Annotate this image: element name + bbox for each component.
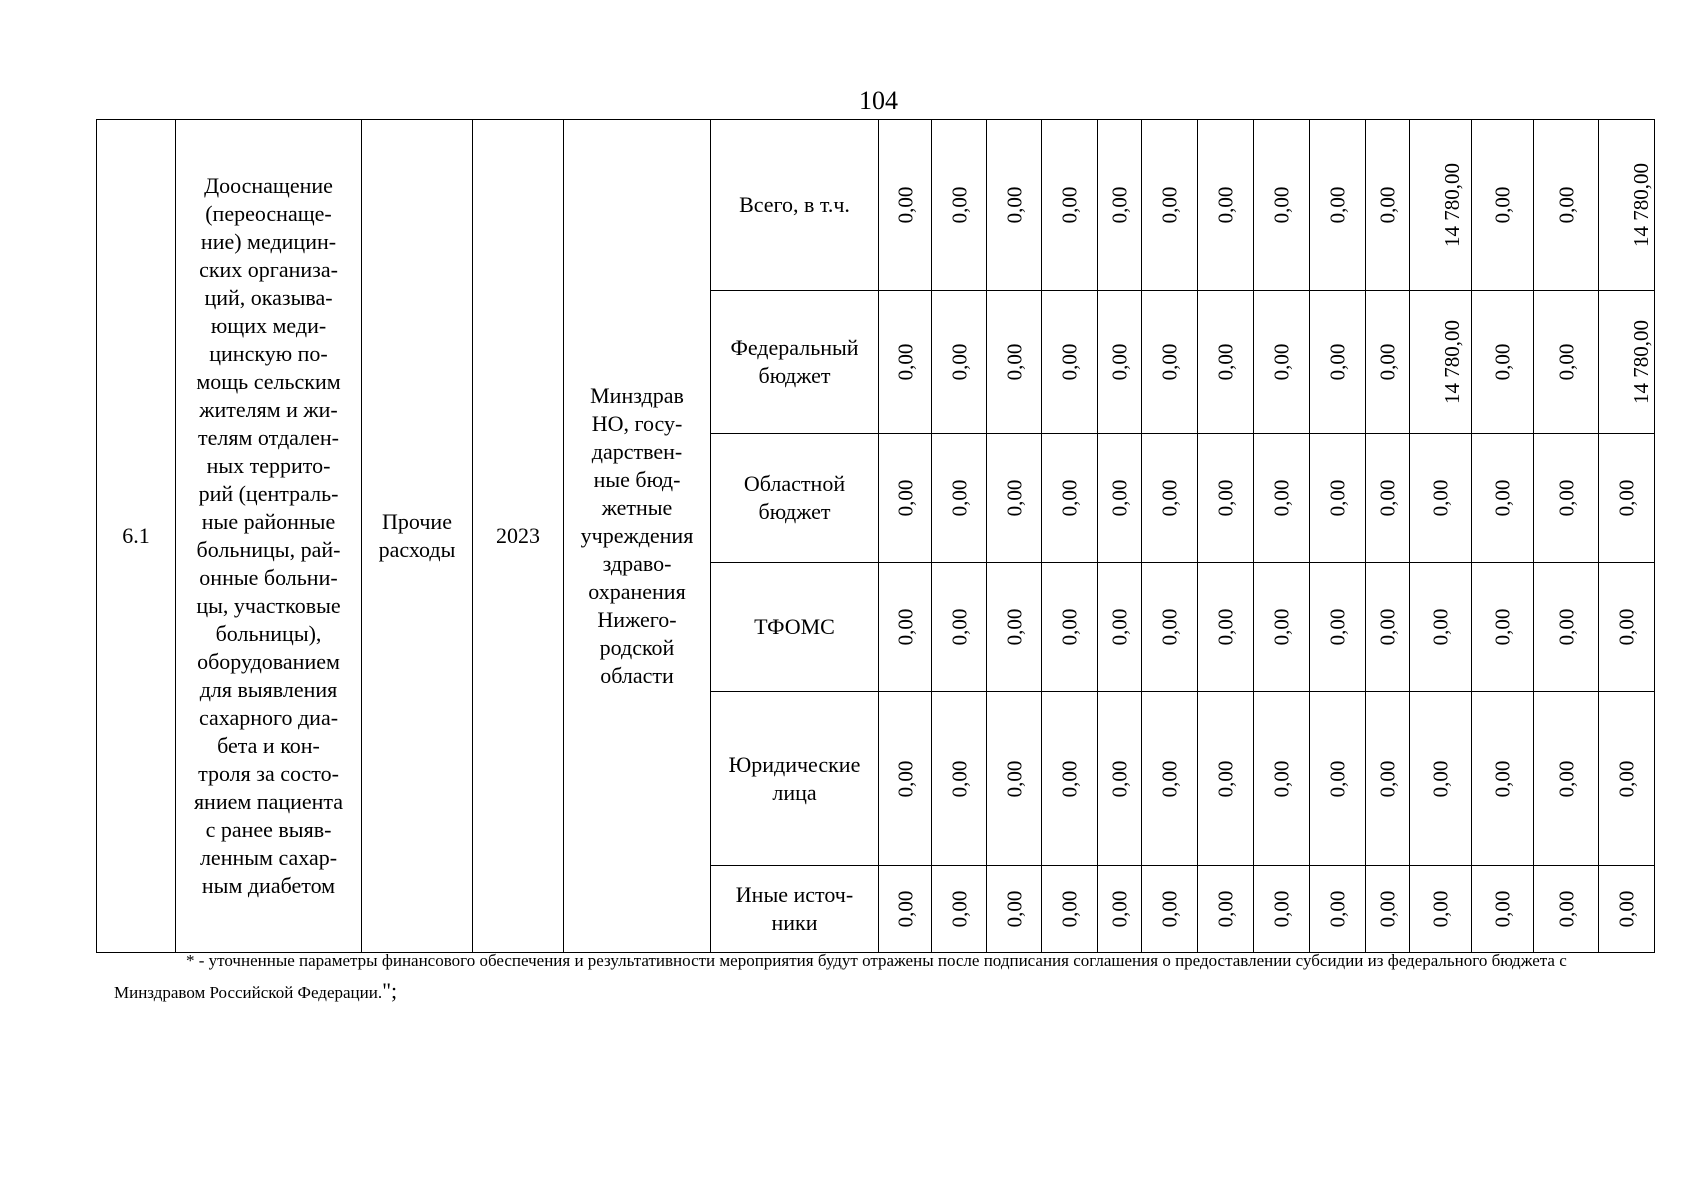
text-line: ники [771,910,818,935]
amount-cell [1410,434,1472,563]
amount-cell [1472,563,1534,692]
text-line: Нижего- [597,607,677,632]
text-line: мощь сельским [196,369,341,394]
text-line: Федеральный [730,335,859,360]
amount-cell [932,120,987,291]
amount-value: 0,00 [1057,479,1082,517]
amount-value: 0,00 [1002,760,1026,797]
expense-type [362,120,473,953]
text-line: родской [599,635,675,660]
funding-source-label [711,866,879,953]
page-number: 104 [859,86,898,115]
amount-cell [879,692,932,866]
text-line: ленным сахар- [199,845,338,870]
text-line: ТФОМС [754,614,835,639]
text-line: цинскую по- [209,341,328,366]
funding-source-label [711,120,879,291]
amount-cell [1534,563,1599,692]
amount-value: 0,00 [1002,890,1026,928]
text-line: больницы), [215,621,322,646]
amount-cell [932,563,987,692]
text-line: охранения [588,579,686,604]
amount-cell [1254,692,1310,866]
amount-cell [1472,291,1534,434]
amount-value: 0,00 [1057,890,1082,928]
amount-cell [1366,120,1410,291]
amount-value: 14 780,00 [1440,320,1464,404]
text-line: бюджет [758,499,831,524]
text-line: ным диабетом [201,873,336,898]
amount-value: 0,00 [1107,479,1132,517]
amount-value: 0,00 [893,890,917,928]
text-line: Дооснащение [204,173,333,198]
text-line: оборудованием [197,649,340,674]
amount-value: 0,00 [893,186,917,224]
amount-cell [879,291,932,434]
amount-value: 0,00 [947,479,971,517]
amount-value: 0,00 [1554,608,1578,646]
text-line: бюджет [758,363,831,388]
amount-value: 0,00 [1157,343,1182,381]
amount-value: 0,00 [1375,186,1400,224]
amount-value: 0,00 [947,760,971,797]
amount-cell [1198,434,1254,563]
amount-value: 0,00 [1269,760,1294,797]
footnote-closing: "; [382,978,398,1003]
text-line: рий (централь- [198,481,339,506]
amount-cell [932,434,987,563]
amount-value: 0,00 [1107,608,1132,646]
amount-value: 0,00 [1428,479,1453,517]
amount-value: 0,00 [1269,608,1294,646]
amount-value: 0,00 [1490,186,1515,224]
amount-cell [1042,434,1098,563]
funding-source-label [711,291,879,434]
amount-value: 0,00 [1057,343,1082,381]
amount-value: 0,00 [1554,186,1578,224]
amount-cell [1042,120,1098,291]
amount-value: 0,00 [947,186,971,224]
amount-value: 0,00 [1325,479,1350,517]
amount-cell [987,120,1042,291]
amount-cell [1254,291,1310,434]
amount-cell [1254,866,1310,953]
amount-value: 0,00 [1157,479,1182,517]
amount-value: 0,00 [1325,608,1350,646]
amount-cell [1310,434,1366,563]
amount-cell [1198,120,1254,291]
row-number: 6.1 [97,120,176,953]
amount-cell [932,692,987,866]
amount-cell [1534,692,1599,866]
amount-value: 0,00 [1554,479,1578,517]
amount-value: 0,00 [1554,890,1578,928]
amount-cell [1042,291,1098,434]
amount-value: 0,00 [1614,479,1639,517]
activity-description [176,120,362,953]
text-line: жетные [601,495,673,520]
amount-cell [987,434,1042,563]
amount-value: 0,00 [1554,343,1578,381]
amount-cell [1472,692,1534,866]
text-line: Прочие [382,509,452,534]
text-line: (переоснаще- [205,201,332,226]
amount-value: 0,00 [1428,890,1453,928]
text-line: для выявления [199,677,338,702]
amount-value: 0,00 [947,890,971,928]
amount-value: 0,00 [1490,343,1515,381]
text-line: янием пациента [193,789,344,814]
amount-value: 0,00 [1490,760,1515,797]
amount-value: 0,00 [1057,760,1082,797]
amount-value: 0,00 [1375,479,1400,517]
funding-source-label [711,563,879,692]
footnote-text: * - уточненные параметры финансового обеспечения и результативности мероприятия будут отражены после подписания соглашения о предоставлении субсидии из федерального бюджета с Минздравом Российской Федерации. [114,951,1567,1002]
amount-cell [1410,563,1472,692]
amount-value: 0,00 [1614,760,1639,797]
amount-value: 0,00 [1107,186,1132,224]
amount-cell [1366,866,1410,953]
amount-cell [1599,866,1655,953]
amount-value: 0,00 [1614,890,1639,928]
amount-value: 0,00 [1375,608,1400,646]
amount-cell [1366,563,1410,692]
text-line: ние) медицин- [200,229,337,254]
amount-cell [879,120,932,291]
amount-cell [932,291,987,434]
amount-cell [879,866,932,953]
executor [564,120,711,953]
amount-cell [1198,692,1254,866]
amount-cell [1410,120,1472,291]
amount-cell [1410,866,1472,953]
amount-value: 0,00 [1107,890,1132,928]
text-line: здраво- [602,551,672,576]
text-line: троля за состо- [198,761,339,786]
amount-value: 0,00 [1375,343,1400,381]
amount-cell [1599,563,1655,692]
amount-value: 0,00 [1269,479,1294,517]
text-line: области [600,663,674,688]
amount-value: 0,00 [1002,608,1026,646]
amount-value: 0,00 [1213,890,1238,928]
amount-value: 14 780,00 [1629,320,1653,404]
text-line: цы, участковые [196,593,341,618]
text-line: ные бюд- [593,467,681,492]
amount-cell [1366,692,1410,866]
text-line: бета и кон- [217,733,320,758]
program-table [96,119,1655,953]
amount-cell [879,563,932,692]
amount-cell [1142,434,1198,563]
amount-value: 0,00 [1554,760,1578,797]
amount-value: 0,00 [1002,479,1026,517]
text-line: ные районные [201,509,336,534]
text-line: лица [772,779,817,805]
amount-value: 0,00 [1490,890,1515,928]
text-line: Юридические [728,751,861,777]
amount-value: 0,00 [1325,343,1350,381]
text-line: телям отдален- [198,425,339,450]
amount-cell [1098,563,1142,692]
amount-cell [1310,866,1366,953]
text-line: Областной [743,471,846,496]
amount-cell [1410,291,1472,434]
amount-value: 0,00 [1057,186,1082,224]
amount-cell [1254,563,1310,692]
amount-cell [1142,563,1198,692]
amount-value: 0,00 [1269,890,1294,928]
amount-value: 0,00 [893,760,917,797]
amount-cell [1142,120,1198,291]
amount-value: 0,00 [1490,608,1515,646]
amount-value: 0,00 [1213,186,1238,224]
amount-value: 0,00 [1428,760,1453,797]
amount-value: 0,00 [947,343,971,381]
amount-value: 0,00 [1002,186,1026,224]
amount-cell [1599,120,1655,291]
amount-cell [1198,563,1254,692]
amount-cell [1198,866,1254,953]
amount-cell [1310,563,1366,692]
amount-cell [1098,866,1142,953]
amount-value: 14 780,00 [1629,163,1653,247]
amount-value: 0,00 [1325,186,1350,224]
amount-cell [1042,563,1098,692]
amount-cell [1310,291,1366,434]
text-line: ских организа- [199,257,338,282]
funding-source-label [711,692,879,866]
amount-value: 0,00 [1057,608,1082,646]
amount-cell [1310,692,1366,866]
text-line: Минздрав [590,383,684,408]
amount-value: 0,00 [893,343,917,381]
amount-cell [1472,434,1534,563]
text-line: ных террито- [206,453,331,478]
text-line: дарствен- [591,439,683,464]
amount-value: 0,00 [1375,760,1400,797]
amount-value: 0,00 [1157,186,1182,224]
text-line: Иные источ- [735,882,854,907]
amount-cell [1472,866,1534,953]
amount-value: 0,00 [1107,760,1132,797]
text-line: ций, оказыва- [204,285,333,310]
text-line: с ранее выяв- [205,817,332,842]
amount-cell [932,866,987,953]
amount-value: 14 780,00 [1440,163,1464,247]
amount-cell [1366,434,1410,563]
amount-cell [1534,291,1599,434]
amount-value: 0,00 [1490,479,1515,517]
amount-value: 0,00 [1107,343,1132,381]
amount-cell [1142,866,1198,953]
table-row [97,120,1655,291]
amount-cell [1472,120,1534,291]
text-line: НО, госу- [591,411,683,436]
amount-cell [987,866,1042,953]
amount-cell [987,291,1042,434]
amount-cell [879,434,932,563]
year: 2023 [473,120,564,953]
amount-cell [1599,434,1655,563]
funding-source-label [711,434,879,563]
amount-cell [1254,120,1310,291]
amount-value: 0,00 [1614,608,1639,646]
amount-value: 0,00 [1002,343,1026,381]
text-line: ющих меди- [210,313,327,338]
amount-value: 0,00 [1428,608,1453,646]
amount-value: 0,00 [1213,608,1238,646]
amount-cell [1534,120,1599,291]
amount-cell [1310,120,1366,291]
amount-cell [987,563,1042,692]
amount-cell [1599,692,1655,866]
amount-value: 0,00 [1157,890,1182,928]
amount-value: 0,00 [893,608,917,646]
amount-cell [987,692,1042,866]
amount-cell [1534,866,1599,953]
text-line: учреждения [580,523,694,548]
amount-value: 0,00 [1157,760,1182,797]
amount-cell [1410,692,1472,866]
amount-value: 0,00 [1375,890,1400,928]
amount-value: 0,00 [1269,186,1294,224]
amount-value: 0,00 [947,608,971,646]
amount-value: 0,00 [1213,760,1238,797]
text-line: больницы, рай- [196,537,341,562]
amount-cell [1534,434,1599,563]
amount-value: 0,00 [1157,608,1182,646]
amount-value: 0,00 [1213,479,1238,517]
amount-cell [1098,434,1142,563]
text-line: расходы [378,537,456,562]
text-line: сахарного диа- [198,705,339,730]
text-line: онные больни- [199,565,338,590]
amount-cell [1098,692,1142,866]
amount-cell [1142,291,1198,434]
amount-value: 0,00 [1325,760,1350,797]
amount-cell [1366,291,1410,434]
amount-value: 0,00 [1213,343,1238,381]
amount-cell [1254,434,1310,563]
amount-cell [1599,291,1655,434]
text-line: жителям и жи- [199,397,338,422]
footnote [114,946,1654,1008]
amount-cell [1042,866,1098,953]
amount-cell [1142,692,1198,866]
amount-value: 0,00 [893,479,917,517]
amount-cell [1098,291,1142,434]
amount-value: 0,00 [1269,343,1294,381]
text-line: Всего, в т.ч. [739,192,850,217]
amount-cell [1098,120,1142,291]
amount-cell [1042,692,1098,866]
amount-cell [1198,291,1254,434]
amount-value: 0,00 [1325,890,1350,928]
